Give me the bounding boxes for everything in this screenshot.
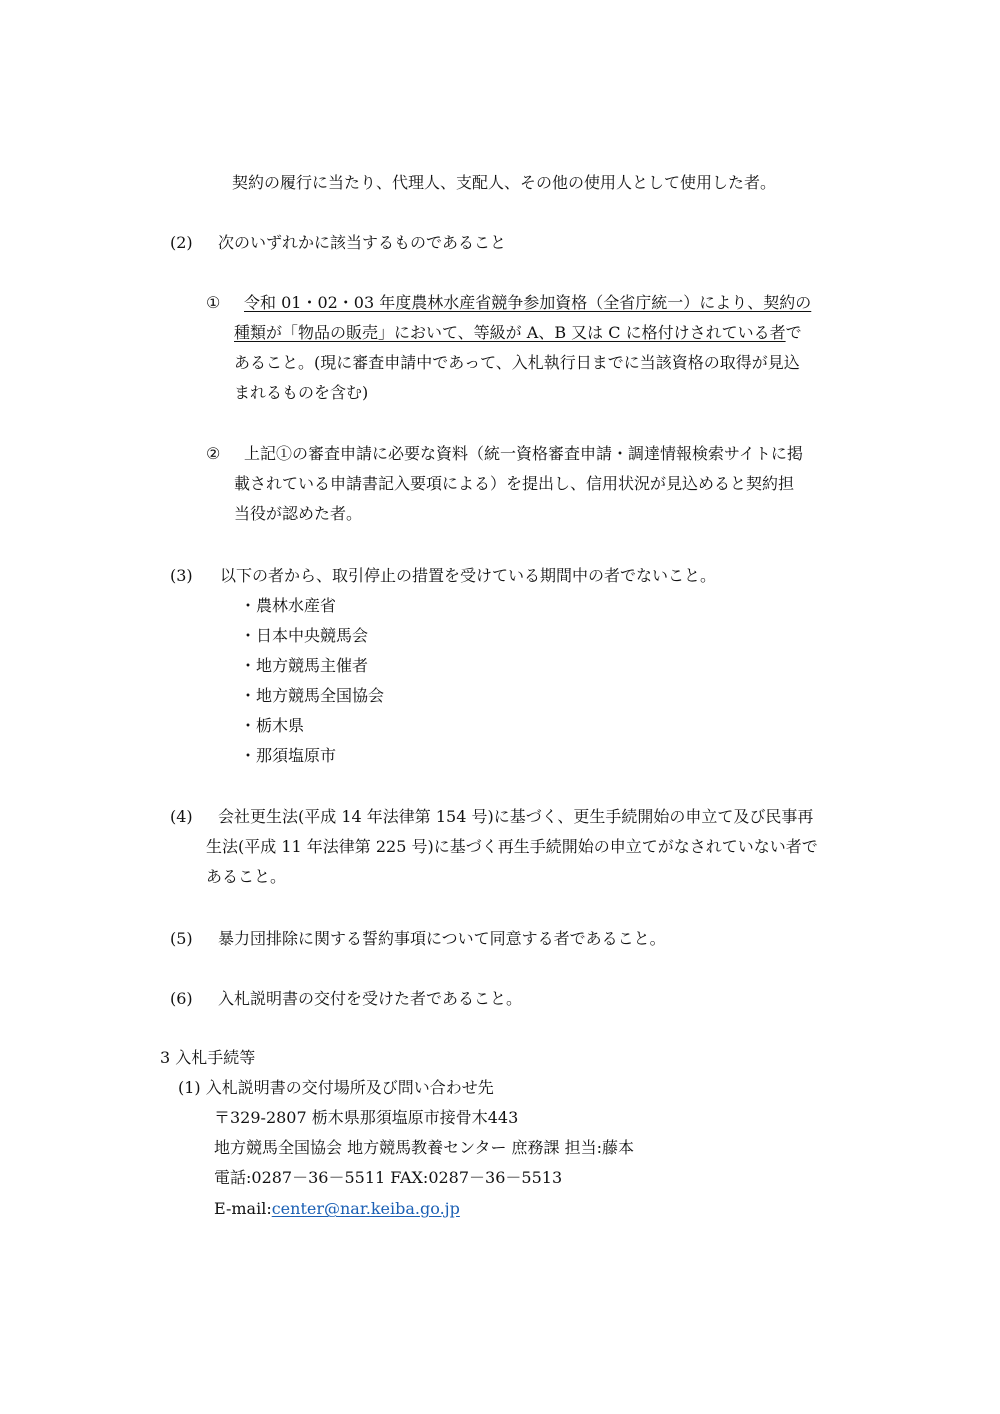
item2-sub1-line1-text: 令和 01・02・03 年度農林水産省競争参加資格（全省庁統一）により、契約の — [244, 293, 812, 312]
item4-number: (4) — [170, 807, 193, 826]
item2-sub1-line4: まれるものを含む) — [234, 383, 369, 402]
contact-phone-fax: 電話:0287－36－5511 FAX:0287－36－5513 — [214, 1168, 563, 1187]
item3-list-item: ・那須塩原市 — [240, 746, 337, 765]
item2-sub2-line3: 当役が認めた者。 — [234, 504, 363, 523]
item5-number: (5) — [170, 929, 193, 948]
item3-list-item: ・地方競馬全国協会 — [240, 686, 385, 705]
item3-text: 以下の者から、取引停止の措置を受けている期間中の者でないこと。 — [220, 566, 717, 585]
item2-text: 次のいずれかに該当するものであること — [218, 233, 507, 252]
item3-list-item: ・農林水産省 — [240, 596, 337, 615]
item2-sub1-line3: あること。(現に審査申請中であって、入札執行日までに当該資格の取得が見込 — [234, 353, 800, 372]
item3-list-item: ・栃木県 — [240, 716, 305, 735]
item4-line2: 生法(平成 11 年法律第 225 号)に基づく再生手続開始の申立てがなされていない者で — [206, 837, 818, 856]
item2-sub1-mark: ① — [206, 293, 221, 312]
item2-number: (2) — [170, 233, 193, 252]
item3-list-item: ・地方競馬主催者 — [240, 656, 369, 675]
item2-sub1-line1 — [244, 292, 811, 314]
item2-sub1-line2 — [234, 322, 802, 344]
email-label: E-mail: — [214, 1199, 272, 1218]
section3-sub1-heading: (1) 入札説明書の交付場所及び問い合わせ先 — [178, 1078, 494, 1097]
contact-email-row — [214, 1198, 460, 1220]
item3-list-item: ・日本中央競馬会 — [240, 626, 369, 645]
contact-address: 〒329-2807 栃木県那須塩原市接骨木443 — [214, 1108, 519, 1127]
item6-number: (6) — [170, 989, 193, 1008]
item2-sub2-line2: 載されている申請書記入要項による）を提出し、信用状況が見込めると契約担 — [234, 474, 795, 493]
email-link[interactable]: center@nar.keiba.go.jp — [271, 1199, 460, 1218]
section3-heading: 3 入札手続等 — [160, 1048, 256, 1067]
item4-line1: 会社更生法(平成 14 年法律第 154 号)に基づく、更生手続開始の申立て及び民事再 — [218, 807, 814, 826]
item2-sub2-line1: 上記①の審査申請に必要な資料（統一資格審査申請・調達情報検索サイトに掲 — [244, 444, 803, 463]
item6-text: 入札説明書の交付を受けた者であること。 — [218, 989, 523, 1008]
item2-sub1-line2-underlined: 種類が「物品の販売」において、等級が A、B 又は C に格付けされている者 — [234, 323, 786, 342]
item2-sub1-line2-tail: で — [785, 323, 802, 342]
item2-sub2-mark: ② — [206, 444, 221, 463]
intro-line: 契約の履行に当たり、代理人、支配人、その他の使用人として使用した者。 — [232, 173, 777, 192]
item5-text: 暴力団排除に関する誓約事項について同意する者であること。 — [218, 929, 666, 948]
item3-number: (3) — [170, 566, 193, 585]
contact-organization: 地方競馬全国協会 地方競馬教養センター 庶務課 担当:藤本 — [214, 1138, 635, 1157]
item4-line3: あること。 — [206, 867, 287, 886]
